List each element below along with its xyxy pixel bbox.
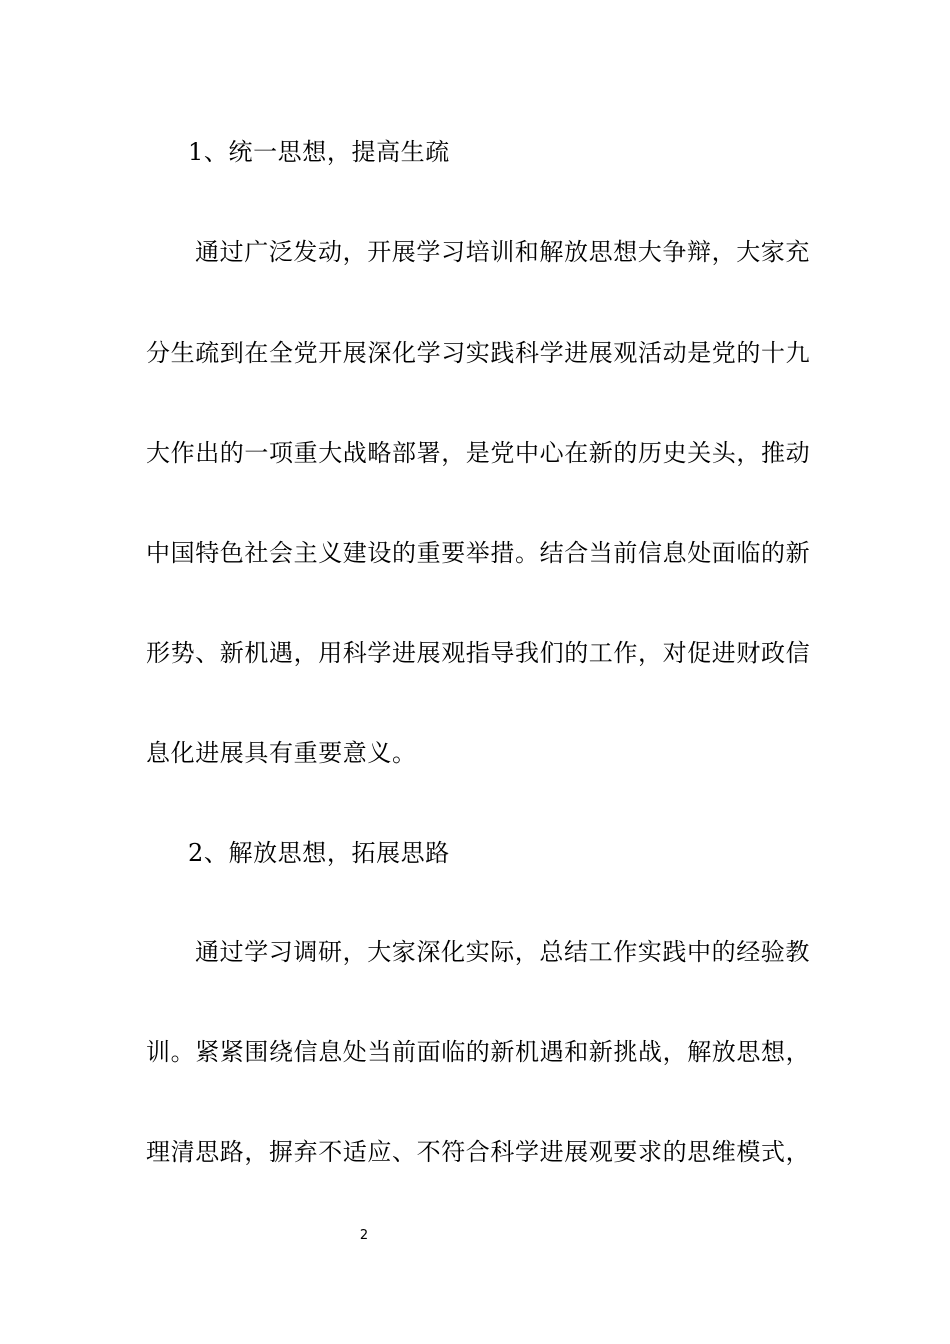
paragraph-1-line-4: 中国特色社会主义建设的重要举措。结合当前信息处面临的新 xyxy=(146,539,811,567)
paragraph-1-line-6: 息化进展具有重要意义。 xyxy=(146,739,417,767)
section-heading-1: 1、统一思想，提高生疏 xyxy=(188,138,450,166)
section-heading-2: 2、解放思想，拓展思路 xyxy=(188,839,450,867)
paragraph-2-line-2: 训。紧紧围绕信息处当前面临的新机遇和新挑战，解放思想， xyxy=(146,1038,811,1066)
paragraph-1-line-1: 通过广泛发动，开展学习培训和解放思想大争辩，大家充 xyxy=(195,238,810,266)
paragraph-2-line-1: 通过学习调研，大家深化实际，总结工作实践中的经验教 xyxy=(195,938,810,966)
page-number: 2 xyxy=(359,1228,369,1243)
paragraph-1-line-2: 分生疏到在全党开展深化学习实践科学进展观活动是党的十九 xyxy=(146,339,811,367)
paragraph-2-line-3: 理清思路，摒弃不适应、不符合科学进展观要求的思维模式， xyxy=(146,1138,811,1166)
paragraph-1-line-5: 形势、新机遇，用科学进展观指导我们的工作，对促进财政信 xyxy=(146,639,811,667)
paragraph-1-line-3: 大作出的一项重大战略部署，是党中心在新的历史关头，推动 xyxy=(146,439,811,467)
